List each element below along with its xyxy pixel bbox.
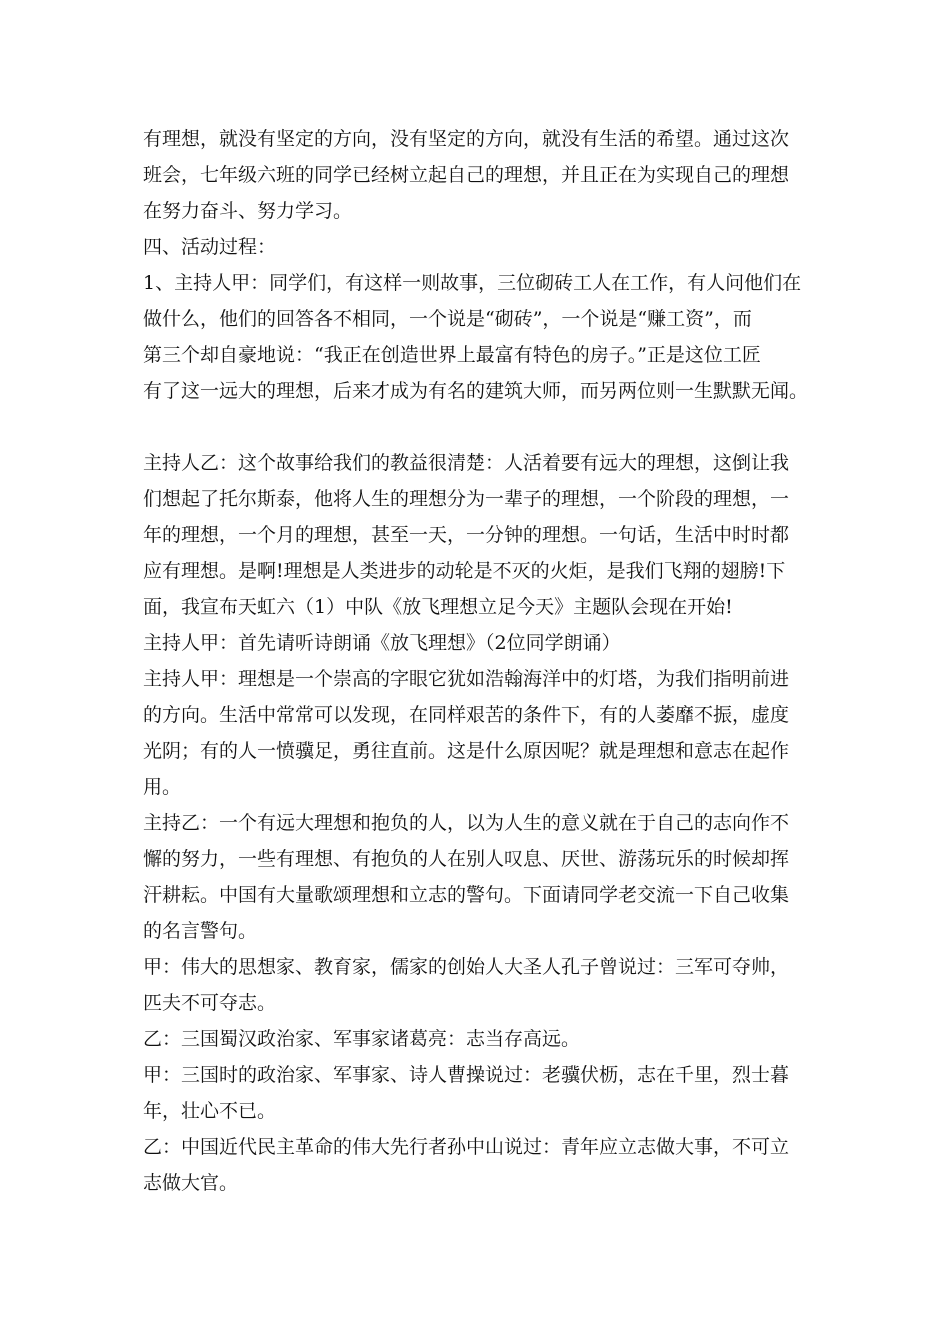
text-line: 做什么，他们的回答各不相同，一个说是“砌砖”，一个说是“赚工资”，而: [143, 308, 752, 330]
text-line: 汗耕耘。中国有大量歌颂理想和立志的警句。下面请同学老交流一下自己收集: [143, 884, 790, 906]
text-line: 甲：伟大的思想家、教育家，儒家的创始人大圣人孔子曾说过：三军可夺帅，: [143, 956, 790, 978]
section-heading: 四、活动过程：: [143, 236, 277, 258]
text-line: 乙：三国蜀汉政治家、军事家诸葛亮：志当存高远。: [143, 1028, 581, 1050]
text-line: 班会，七年级六班的同学已经树立起自己的理想，并且正在为实现自己的理想: [143, 164, 790, 186]
text-line: 主持人乙：这个故事给我们的教益很清楚：人活着要有远大的理想，这倒让我: [143, 452, 790, 474]
text-line: 匹夫不可夺志。: [143, 992, 277, 1014]
text-line: 应有理想。是啊!理想是人类进步的动轮是不灭的火炬，是我们飞翔的翅膀!下: [143, 560, 786, 582]
text-line: 在努力奋斗、努力学习。: [143, 200, 353, 222]
text-line: 懈的努力，一些有理想、有抱负的人在别人叹息、厌世、游荡玩乐的时候却挥: [143, 848, 790, 870]
text-line: 有了这一远大的理想，后来才成为有名的建筑大师，而另两位则一生默默无闻。: [143, 380, 809, 402]
text-line: 年的理想，一个月的理想，甚至一天，一分钟的理想。一句话，生活中时时都: [143, 524, 790, 546]
text-line: 乙：中国近代民主革命的伟大先行者孙中山说过：青年应立志做大事，不可立: [143, 1136, 790, 1158]
text-line: 光阴；有的人一愤骥足，勇往直前。这是什么原因呢？就是理想和意志在起作: [143, 740, 790, 762]
text-line: 面，我宣布天虹六（1）中队《放飞理想立足今天》主题队会现在开始!: [143, 596, 733, 618]
text-line: 有理想，就没有坚定的方向，没有坚定的方向，就没有生活的希望。通过这次: [143, 128, 790, 150]
text-line: 甲：三国时的政治家、军事家、诗人曹操说过：老骥伏枥，志在千里，烈士暮: [143, 1064, 790, 1086]
text-line: 主持人甲：理想是一个崇高的字眼它犹如浩翰海洋中的灯塔，为我们指明前进: [143, 668, 790, 690]
text-line: 1、主持人甲：同学们，有这样一则故事，三位砌砖工人在工作，有人问他们在: [143, 272, 802, 294]
text-line: 用。: [143, 776, 182, 798]
text-line: 的名言警句。: [143, 920, 258, 942]
text-line: 的方向。生活中常常可以发现，在同样艰苦的条件下，有的人萎靡不振，虚度: [143, 704, 790, 726]
text-line: 志做大官。: [143, 1172, 239, 1194]
text-line: 年，壮心不已。: [143, 1100, 277, 1122]
text-line: 们想起了托尔斯泰，他将人生的理想分为一辈子的理想，一个阶段的理想，一: [143, 488, 790, 510]
text-line: 主持人甲：首先请听诗朗诵《放飞理想》（2位同学朗诵）: [143, 632, 621, 654]
text-line: 第三个却自豪地说：“我正在创造世界上最富有特色的房子。”正是这位工匠: [143, 344, 761, 366]
text-line: 主持乙：一个有远大理想和抱负的人，以为人生的意义就在于自己的志向作不: [143, 812, 790, 834]
